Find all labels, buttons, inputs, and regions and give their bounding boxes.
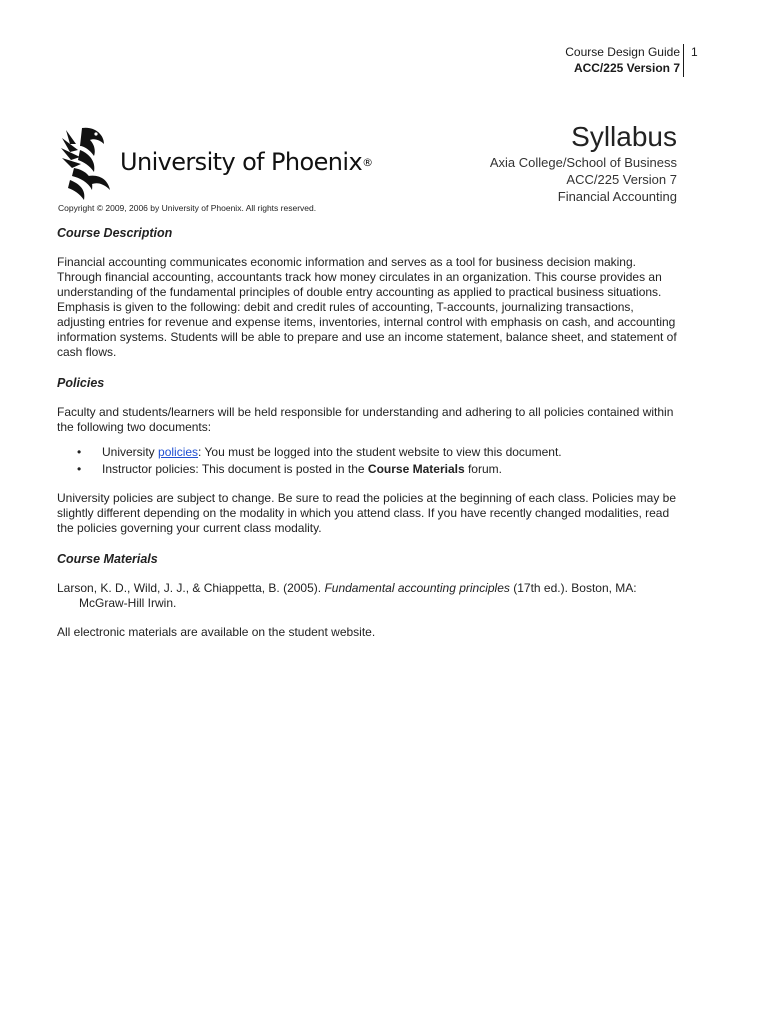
policies-link[interactable]: policies [158, 445, 199, 459]
textbook-reference [57, 581, 682, 611]
list-item [57, 445, 682, 460]
course-subject: Financial Accounting [557, 189, 677, 204]
course-version-label: ACC/225 Version 7 [573, 61, 680, 75]
logo-wordmark [120, 148, 372, 176]
reference-publication: (17th ed.). Boston, MA: McGraw-Hill Irwin. [79, 581, 637, 610]
reference-title: Fundamental accounting principles [324, 581, 510, 595]
copyright-notice: Copyright © 2009, 2006 by University of Phoenix. All rights reserved. [58, 203, 317, 213]
list-item [57, 462, 682, 477]
school-name: Axia College/School of Business [489, 155, 677, 170]
policy-documents-list [57, 445, 682, 477]
reference-authors: Larson, K. D., Wild, J. J., & Chiappetta, B. (2005). [57, 581, 325, 595]
course-materials-heading: Course Materials [57, 552, 158, 566]
policies-intro: Faculty and students/learners will be held responsible for understanding and adhering to all policies contained within the following two documents: [57, 405, 674, 434]
course-materials-forum-name: Course Materials [367, 462, 465, 476]
running-header [565, 44, 680, 76]
registered-mark: ® [362, 156, 373, 169]
syllabus-content [57, 224, 682, 640]
title-block [490, 120, 677, 205]
bullet-icon: • [77, 445, 82, 459]
electronic-materials-note: All electronic materials are available on the student website. [57, 625, 376, 639]
policies-note: University policies are subject to change. Be sure to read the policies at the beginning of each class. Policies may be slightly different depending on the modality in which you attend class. If you have recently changed modalities, read the policies governing your current class modality. [57, 491, 677, 535]
logo-name-text: University of Phoenix [120, 148, 363, 176]
page-number: 1 [691, 45, 698, 59]
course-description-text: Financial accounting communicates economic information and serves as a tool for business decision making. Through financial accounting, accountants track how money circulates in an organization. This course provides an understanding of the fundamental principles of double entry accounting as applied to practical business situations. Emphasis is given to the following: debit and credit rules of accounting, T-accounts, journalizing transactions, adjusting entries for revenue and expense items, inventories, internal control with emphasis on cash, and accounting information systems. Students will be able to prepare and use an income statement, balance sheet, and statement of cash flows. [57, 255, 677, 359]
phoenix-bird-icon [60, 124, 116, 200]
policies-heading: Policies [57, 376, 105, 390]
header-divider [683, 44, 684, 77]
university-logo [60, 124, 380, 200]
page-title: Syllabus [571, 121, 677, 152]
bullet-suffix: forum. [464, 462, 502, 476]
bullet-icon: • [77, 462, 82, 476]
course-code: ACC/225 Version 7 [566, 172, 677, 187]
bullet-suffix: : You must be logged into the student website to view this document. [198, 445, 562, 459]
bullet-prefix: University [102, 445, 159, 459]
course-description-heading: Course Description [57, 226, 173, 240]
bullet-prefix: Instructor policies: This document is posted in the [102, 462, 368, 476]
guide-label: Course Design Guide [565, 45, 680, 59]
